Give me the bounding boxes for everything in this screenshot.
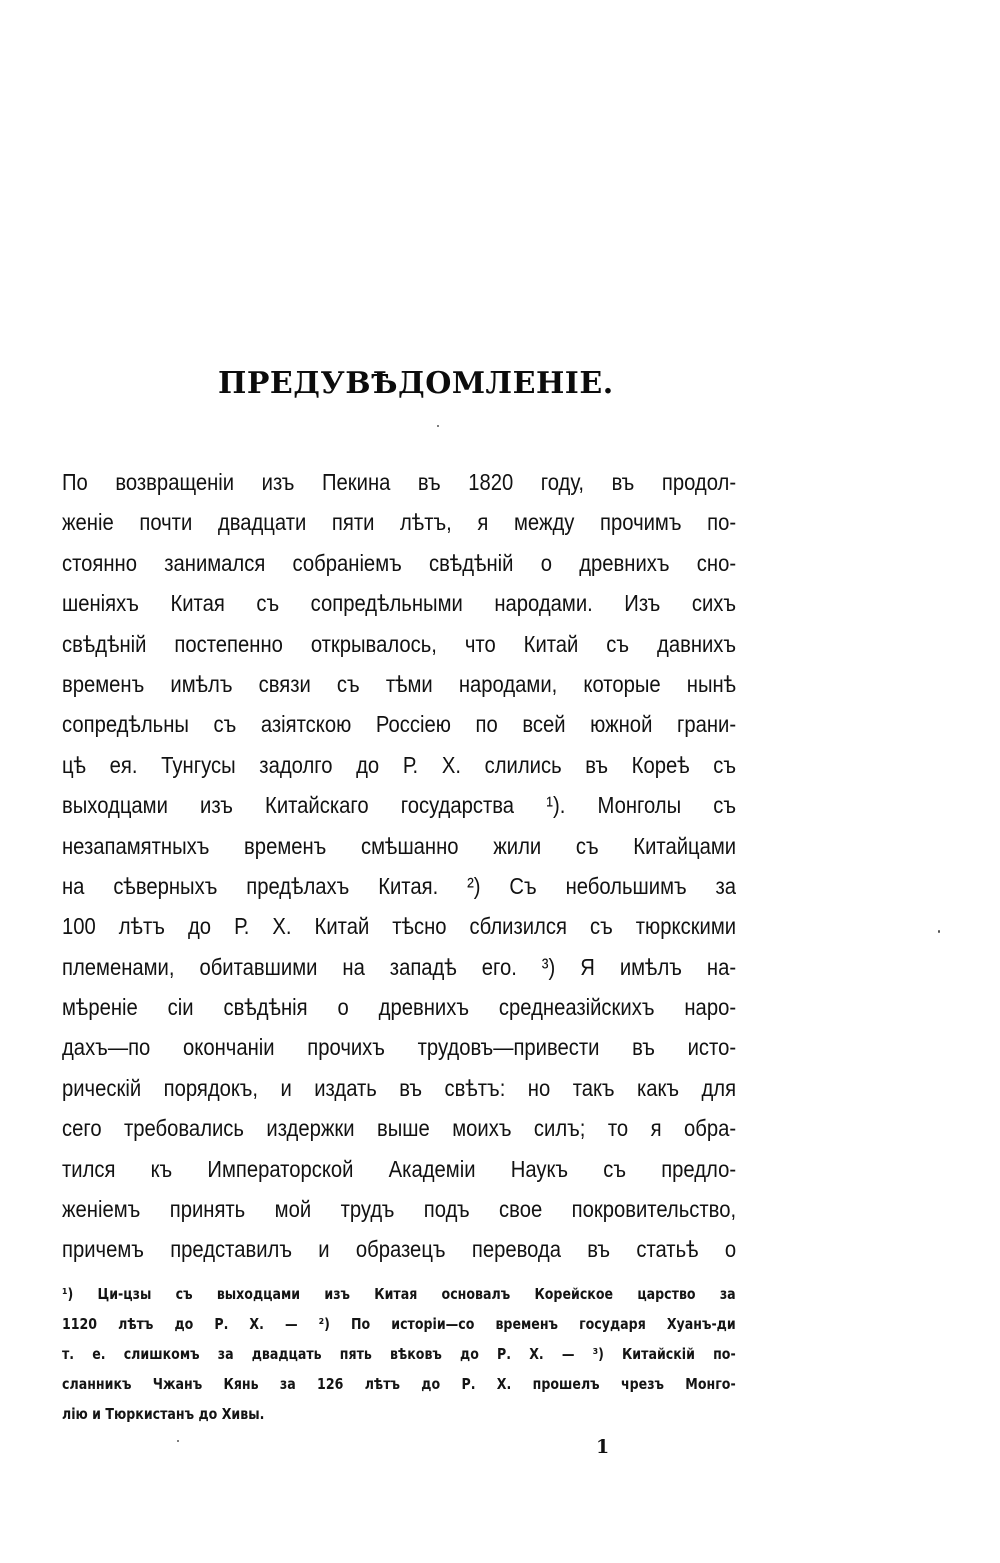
text-line: шеніяхъ Китая съ сопредѣльными народами. Изъ сихъ — [62, 590, 737, 617]
page-title: ПРЕДУВѢДОМЛЕНІЕ. — [218, 366, 614, 401]
text-line: сопредѣльны съ азіятскою Россіею по всей южной грани- — [62, 711, 737, 738]
text-line: стоянно занимался собраніемъ свѣдѣній о древнихъ сно- — [62, 549, 737, 576]
footnotes — [62, 1279, 736, 1429]
text-line: рическій порядокъ, и издать въ свѣтъ: но такъ какъ для — [62, 1074, 737, 1101]
text-line: 100 лѣтъ до Р. Х. Китай тѣсно сблизился съ тюркскими — [62, 913, 737, 940]
scan-speck — [177, 1440, 179, 1442]
text-line: незапамятныхъ временъ смѣшанно жили съ Китайцами — [62, 832, 737, 859]
text-line: По возвращеніи изъ Пекина въ 1820 году, въ продол- — [62, 469, 737, 495]
text-line: племенами, обитавшими на западѣ его. ³) Я имѣлъ на- — [62, 953, 737, 980]
text-line: женіе почти двадцати пяти лѣтъ, я между прочимъ по- — [62, 509, 737, 536]
page-number: 1 — [596, 1436, 610, 1458]
text-line: выходцами изъ Китайскаго государства ¹). Монголы съ — [62, 792, 737, 819]
text-line: свѣдѣній постепенно открывалось, что Китай съ давнихъ — [62, 630, 737, 657]
text-line: мѣреніе сіи свѣдѣнія о древнихъ среднеазійскихъ наро- — [62, 994, 737, 1021]
text-line: сего требовались издержки выше моихъ силъ; то я обра- — [62, 1115, 737, 1142]
text-line: на сѣверныхъ предѣлахъ Китая. ²) Съ небольшимъ за — [62, 872, 737, 899]
footnote-line: сланникъ Чжанъ Кянь за 126 лѣтъ до Р. Х. прошелъ чрезъ Монго- — [62, 1375, 736, 1393]
text-line: тился къ Императорской Академіи Наукъ съ предло- — [62, 1155, 737, 1182]
text-line: временъ имѣлъ связи съ тѣми народами, которые нынѣ — [62, 670, 737, 697]
footnote-line: лію и Тюркистанъ до Хивы. — [62, 1405, 265, 1423]
text-line: причемъ представилъ и образецъ перевода въ статьѣ о — [62, 1236, 737, 1263]
footnote-line: т. е. слишкомъ за двадцать пять вѣковъ до Р. Х. — ³) Китайскій по- — [62, 1345, 736, 1363]
main-text — [62, 462, 736, 1270]
scan-speck — [938, 930, 940, 933]
footnote-line: 1120 лѣтъ до Р. Х. — ²) По исторіи—со временъ государя Хуанъ-ди — [62, 1315, 736, 1333]
text-line: женіемъ принять мой трудъ подъ свое покровительство, — [62, 1196, 737, 1223]
text-line: цѣ ея. Тунгусы задолго до Р. Х. слились въ Кореѣ съ — [62, 751, 737, 778]
text-line: дахъ—по окончаніи прочихъ трудовъ—привести въ исто- — [62, 1034, 737, 1061]
footnote-line: ¹) Ци-цзы съ выходцами изъ Китая основалъ Корейское царство за — [62, 1285, 736, 1303]
scan-speck — [437, 425, 439, 427]
